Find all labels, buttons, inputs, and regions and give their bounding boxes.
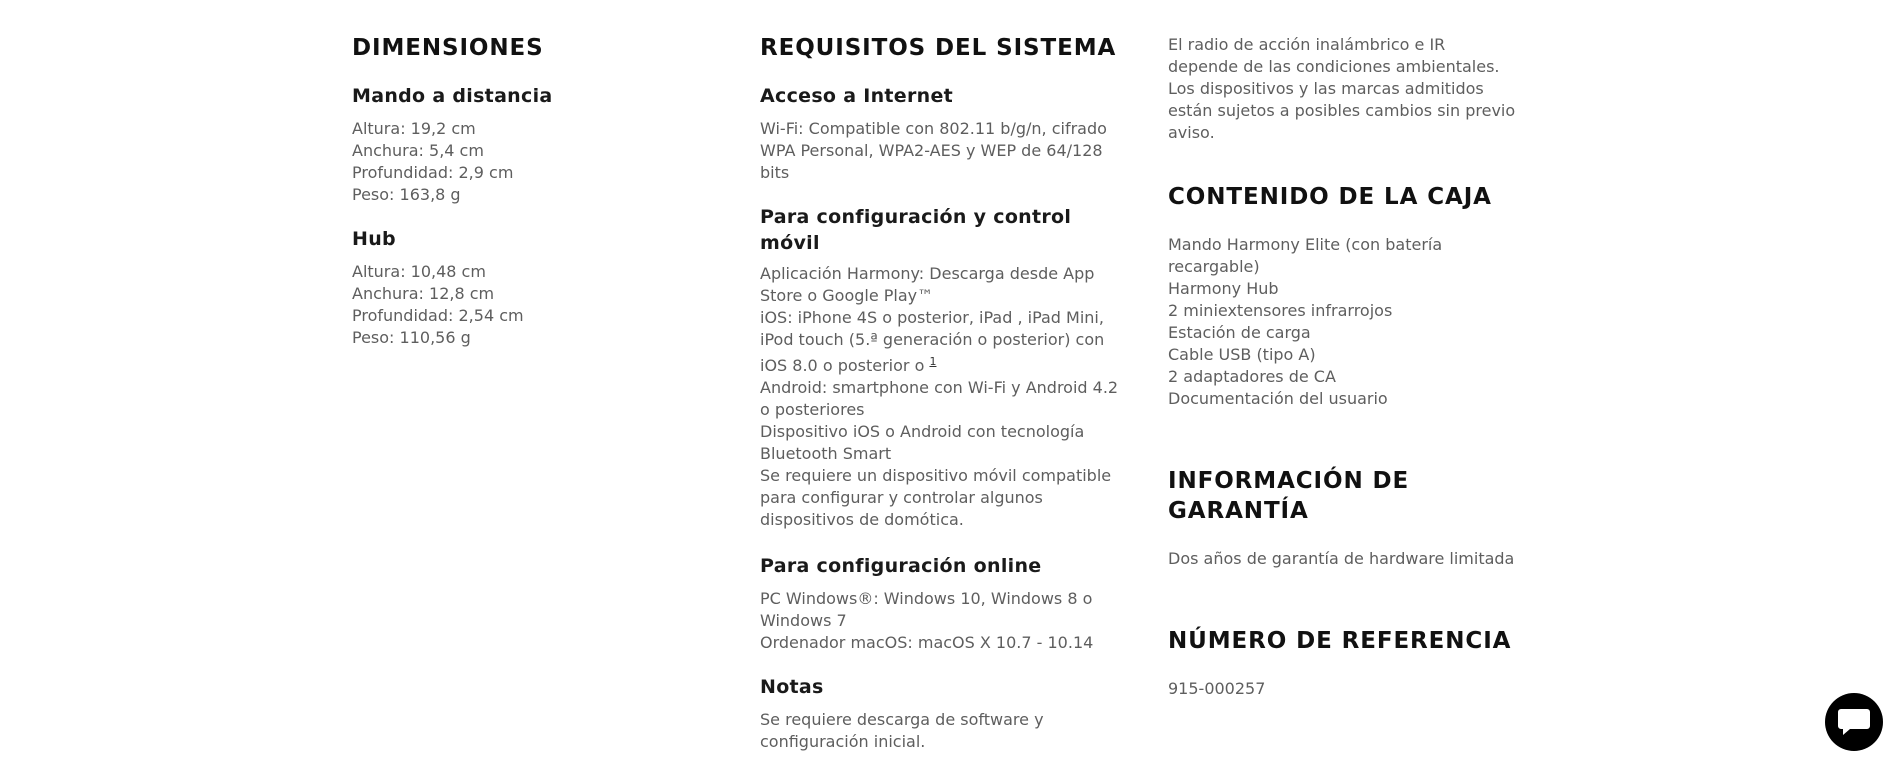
remote-specs — [352, 118, 732, 206]
internet-title: Acceso a Internet — [760, 85, 954, 107]
box-contents-title: CONTENIDO DE LA CAJA — [1168, 184, 1492, 210]
hub-depth: Profundidad: 2,54 cm — [352, 306, 524, 325]
online-pc-text: PC Windows®: Windows 10, Windows 8 o Windows 7 — [760, 589, 1093, 630]
mobile-app-text: Aplicación Harmony: Descarga desde App Store o Google Play™ — [760, 264, 1095, 305]
internet-text: Wi-Fi: Compatible con 802.11 b/g/n, cifrado WPA Personal, WPA2-AES y WEP de 64/128 bits — [760, 119, 1107, 182]
notes-title: Notas — [760, 676, 824, 698]
reference-title: NÚMERO DE REFERENCIA — [1168, 628, 1512, 654]
hub-height: Altura: 10,48 cm — [352, 262, 486, 281]
chat-bubble-icon — [1837, 707, 1871, 737]
warranty-text: Dos años de garantía de hardware limitada — [1168, 549, 1515, 568]
range-note-text: El radio de acción inalámbrico e IR depende de las condiciones ambientales. — [1168, 35, 1500, 76]
dimensions-title: DIMENSIONES — [352, 35, 544, 61]
mobile-title: Para configuración y control móvil — [760, 206, 1072, 254]
online-mac-text: Ordenador macOS: macOS X 10.7 - 10.14 — [760, 633, 1094, 652]
box-item: 2 miniextensores infrarrojos — [1168, 301, 1393, 320]
mobile-bluetooth-text: Dispositivo iOS o Android con tecnología Bluetooth Smart — [760, 422, 1085, 463]
hub-specs — [352, 261, 732, 349]
hub-weight: Peso: 110,56 g — [352, 328, 471, 347]
box-item: 2 adaptadores de CA — [1168, 367, 1336, 386]
mobile-required-text: Se requiere un dispositivo móvil compatible para configurar y controlar algunos dispositivos de domótica. — [760, 466, 1112, 529]
box-item: Harmony Hub — [1168, 279, 1279, 298]
box-item: Estación de carga — [1168, 323, 1311, 342]
box-item: Documentación del usuario — [1168, 389, 1388, 408]
system-requirements-title: REQUISITOS DEL SISTEMA — [760, 35, 1117, 61]
dimensions-column — [352, 0, 732, 349]
ios-footnote-link[interactable]: 1 — [929, 355, 937, 368]
remote-title: Mando a distancia — [352, 85, 553, 107]
compatibility-note-text: Los dispositivos y las marcas admitidos están sujetos a posibles cambios sin previo aviso. — [1168, 79, 1516, 142]
mobile-ios-line — [760, 307, 1120, 377]
remote-height: Altura: 19,2 cm — [352, 119, 476, 138]
hub-title: Hub — [352, 228, 396, 250]
hub-width: Anchura: 12,8 cm — [352, 284, 495, 303]
mobile-android-text: Android: smartphone con Wi-Fi y Android 4.2 o posteriores — [760, 378, 1119, 419]
remote-width: Anchura: 5,4 cm — [352, 141, 484, 160]
remote-weight: Peso: 163,8 g — [352, 185, 461, 204]
remote-depth: Profundidad: 2,9 cm — [352, 163, 514, 182]
chat-button[interactable] — [1825, 693, 1883, 751]
box-contents-list — [1168, 234, 1518, 410]
online-title: Para configuración online — [760, 555, 1042, 577]
reference-number: 915-000257 — [1168, 679, 1266, 698]
box-item: Mando Harmony Elite (con batería recargable) — [1168, 235, 1443, 276]
box-warranty-column — [1168, 0, 1518, 700]
notes-text: Se requiere descarga de software y configuración inicial. — [760, 710, 1044, 751]
system-requirements-column — [760, 0, 1120, 753]
box-item: Cable USB (tipo A) — [1168, 345, 1316, 364]
mobile-ios-text: iOS: iPhone 4S o posterior, iPad , iPad Mini, iPod touch (5.ª generación o posterior) con iOS 8.0 o posterior o — [760, 308, 1105, 375]
warranty-title: INFORMACIÓN DE GARANTÍA — [1168, 468, 1410, 524]
